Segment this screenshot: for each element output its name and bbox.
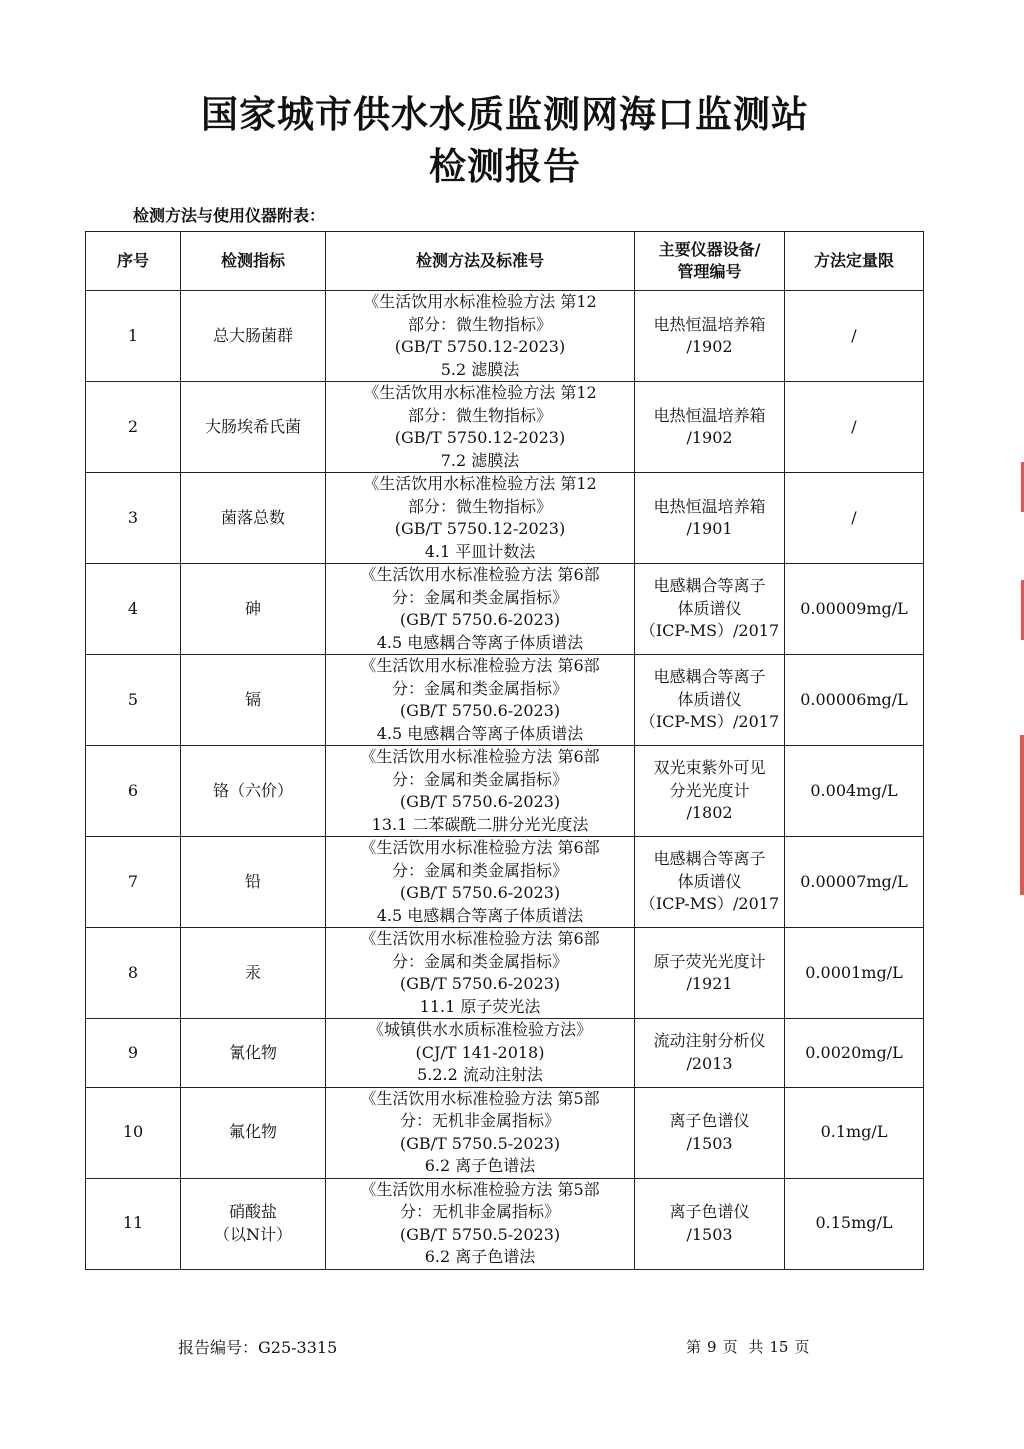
table-row (86, 746, 924, 837)
report-number: 报告编号：G25-3315 (178, 1338, 338, 1357)
equipment-line: 体质谱仪 (677, 871, 742, 891)
cell-serial-number: 8 (86, 928, 181, 1019)
header-quantitation-limit: 方法定量限 (785, 232, 924, 291)
seal-fragment (999, 462, 1024, 512)
table-caption: 检测方法与使用仪器附表： (133, 206, 326, 225)
method-line: 分：金属和类金属指标》 (391, 860, 568, 880)
method-line: 5.2.2 流动注射法 (417, 1065, 543, 1084)
test-item-line: 氟化物 (228, 1122, 277, 1142)
method-line: 《生活饮用水标准检验方法 第6部 (360, 565, 600, 584)
header-test-item: 检测指标 (181, 232, 326, 291)
header-test-method: 检测方法及标准号 (326, 232, 635, 291)
report-title-line2: 检测报告 (429, 145, 581, 188)
cell-test-method (326, 746, 635, 837)
equipment-line: （ICP-MS）/2017 (639, 621, 780, 641)
equipment-line: 双光束紫外可见 (653, 758, 766, 778)
test-item-line: 镉 (244, 689, 261, 709)
method-line: 5.2 滤膜法 (440, 359, 520, 379)
cell-quantitation-limit: 0.15mg/L (785, 1178, 924, 1269)
equipment-line: 流动注射分析仪 (653, 1031, 766, 1051)
cell-equipment (635, 655, 785, 746)
method-line: 《生活饮用水标准检验方法 第6部 (360, 929, 600, 948)
table-row (86, 1019, 924, 1088)
method-line: 分：金属和类金属指标》 (391, 769, 568, 789)
cell-test-item (181, 655, 326, 746)
page-label: 第 (686, 1338, 702, 1356)
cell-test-method (326, 1178, 635, 1269)
cell-equipment (635, 928, 785, 1019)
total-pages: 15 (769, 1338, 789, 1356)
header-equipment-line: 主要仪器设备/ (658, 239, 761, 259)
method-line: 分：无机非金属指标》 (399, 1202, 560, 1221)
method-line: 《生活饮用水标准检验方法 第6部 (360, 838, 600, 857)
equipment-line: 电感耦合等离子 (653, 667, 766, 687)
cell-serial-number: 9 (86, 1019, 181, 1088)
equipment-line: （ICP-MS）/2017 (639, 894, 780, 914)
method-line: 6.2 离子色谱法 (424, 1247, 536, 1266)
table-row (86, 564, 924, 655)
table-header-row (86, 232, 924, 291)
equipment-line: /1902 (686, 428, 733, 447)
method-line: 4.5 电感耦合等离子体质谱法 (376, 905, 584, 925)
cell-test-method (326, 1019, 635, 1088)
method-line: 《生活饮用水标准检验方法 第12 (363, 292, 597, 311)
equipment-line: /1902 (686, 337, 733, 356)
cell-test-item (181, 1087, 326, 1178)
equipment-line: （ICP-MS）/2017 (639, 712, 780, 732)
cell-test-item (181, 1019, 326, 1088)
table-row (86, 1087, 924, 1178)
equipment-line: /1901 (686, 519, 733, 538)
equipment-line: 分光光度计 (669, 780, 750, 800)
method-line: 分：金属和类金属指标》 (391, 678, 568, 698)
test-item-line: （以N计） (213, 1224, 292, 1244)
cell-equipment (635, 382, 785, 473)
method-line: 4.5 电感耦合等离子体质谱法 (376, 723, 584, 743)
test-item-line: 大肠埃希氏菌 (204, 416, 301, 436)
method-line: (GB/T 5750.6-2023) (399, 610, 561, 629)
report-title-line1: 国家城市供水水质监测网海口监测站 (201, 93, 809, 136)
method-line: (GB/T 5750.12-2023) (394, 337, 566, 356)
method-line: 《生活饮用水标准检验方法 第5部 (360, 1179, 600, 1199)
cell-quantitation-limit: 0.1mg/L (785, 1087, 924, 1178)
test-item-line: 铬（六价） (212, 780, 293, 800)
cell-quantitation-limit: 0.0001mg/L (785, 928, 924, 1019)
method-line: (GB/T 5750.12-2023) (394, 519, 566, 538)
cell-test-method (326, 1087, 635, 1178)
test-item-line: 氰化物 (228, 1042, 277, 1062)
method-line: 部分：微生物指标》 (407, 314, 552, 334)
cell-quantitation-limit: / (785, 382, 924, 473)
method-line: 13.1 二苯碳酰二肼分光光度法 (371, 814, 589, 834)
method-line: (CJ/T 141-2018) (415, 1042, 545, 1062)
method-line: (GB/T 5750.5-2023) (399, 1133, 561, 1153)
equipment-line: 离子色谱仪 (669, 1202, 750, 1221)
cell-equipment (635, 1019, 785, 1088)
total-label: 共 (748, 1338, 764, 1356)
equipment-line: 体质谱仪 (677, 598, 742, 618)
equipment-line: 电热恒温培养箱 (653, 314, 766, 334)
equipment-line: 体质谱仪 (677, 689, 742, 709)
cell-serial-number: 7 (86, 837, 181, 928)
method-line: (GB/T 5750.6-2023) (399, 701, 561, 720)
method-line: 《生活饮用水标准检验方法 第12 (363, 474, 597, 493)
method-line: 分：无机非金属指标》 (399, 1111, 560, 1130)
cell-quantitation-limit: / (785, 291, 924, 382)
equipment-line: /1503 (686, 1133, 733, 1153)
equipment-line: /1503 (686, 1224, 733, 1244)
method-line: 11.1 原子荧光法 (419, 996, 541, 1016)
method-line: 《生活饮用水标准检验方法 第12 (363, 383, 597, 402)
method-line: (GB/T 5750.6-2023) (399, 792, 561, 811)
cell-test-method (326, 655, 635, 746)
cell-equipment (635, 1178, 785, 1269)
method-line: 《生活饮用水标准检验方法 第5部 (360, 1088, 600, 1108)
cell-serial-number: 6 (86, 746, 181, 837)
method-line: 《城镇供水水质标准检验方法》 (367, 1020, 592, 1039)
cell-test-item (181, 837, 326, 928)
cell-test-method (326, 928, 635, 1019)
test-item-line: 铅 (244, 871, 261, 891)
method-line: 部分：微生物指标》 (407, 496, 552, 516)
method-line: 《生活饮用水标准检验方法 第6部 (360, 747, 600, 766)
table-body (86, 291, 924, 1270)
test-item-line: 砷 (244, 598, 261, 618)
equipment-line: /1802 (686, 803, 733, 823)
method-line: 7.2 滤膜法 (440, 450, 520, 470)
table-row (86, 382, 924, 473)
equipment-line: 电感耦合等离子 (653, 849, 766, 869)
cell-test-method (326, 291, 635, 382)
test-item-line: 硝酸盐 (228, 1202, 277, 1221)
cell-test-item (181, 473, 326, 564)
equipment-line: 电感耦合等离子 (653, 576, 766, 596)
cell-quantitation-limit: 0.00007mg/L (785, 837, 924, 928)
equipment-line: 电热恒温培养箱 (653, 405, 766, 425)
table-row (86, 291, 924, 382)
cell-test-method (326, 837, 635, 928)
equipment-line: 电热恒温培养箱 (653, 496, 766, 516)
cell-test-item (181, 564, 326, 655)
table-row (86, 655, 924, 746)
cell-serial-number: 5 (86, 655, 181, 746)
test-item-line: 菌落总数 (220, 507, 285, 527)
method-line: 分：金属和类金属指标》 (391, 951, 568, 971)
cell-quantitation-limit: 0.0020mg/L (785, 1019, 924, 1088)
page-number: 9 (707, 1338, 717, 1356)
cell-equipment (635, 746, 785, 837)
cell-quantitation-limit: / (785, 473, 924, 564)
cell-quantitation-limit: 0.004mg/L (785, 746, 924, 837)
method-line: (GB/T 5750.12-2023) (394, 428, 566, 447)
method-line: (GB/T 5750.6-2023) (399, 974, 561, 993)
method-line: (GB/T 5750.6-2023) (399, 883, 561, 902)
cell-test-item (181, 382, 326, 473)
test-item-line: 总大肠菌群 (212, 325, 293, 345)
cell-serial-number: 2 (86, 382, 181, 473)
method-line: 《生活饮用水标准检验方法 第6部 (360, 656, 600, 675)
seal-fragment (999, 580, 1024, 640)
method-line: 6.2 离子色谱法 (424, 1156, 536, 1175)
cell-test-method (326, 382, 635, 473)
equipment-line: /1921 (686, 974, 733, 993)
cell-equipment (635, 564, 785, 655)
page-unit: 页 (722, 1338, 738, 1356)
table-row (86, 928, 924, 1019)
cell-serial-number: 3 (86, 473, 181, 564)
equipment-line: 原子荧光光度计 (653, 951, 766, 971)
seal-fragment (998, 735, 1024, 895)
cell-quantitation-limit: 0.00006mg/L (785, 655, 924, 746)
cell-serial-number: 4 (86, 564, 181, 655)
total-unit: 页 (794, 1338, 810, 1356)
cell-test-item (181, 746, 326, 837)
header-equipment (635, 232, 785, 291)
table-row (86, 1178, 924, 1269)
cell-test-item (181, 291, 326, 382)
equipment-line: /2013 (686, 1053, 733, 1073)
cell-equipment (635, 1087, 785, 1178)
cell-test-item (181, 928, 326, 1019)
test-item-line: 汞 (244, 962, 261, 982)
method-line: 4.5 电感耦合等离子体质谱法 (376, 632, 584, 652)
table-row (86, 473, 924, 564)
equipment-line: 离子色谱仪 (669, 1111, 750, 1130)
cell-serial-number: 1 (86, 291, 181, 382)
table-row (86, 837, 924, 928)
method-line: 4.1 平皿计数法 (424, 541, 536, 561)
cell-quantitation-limit: 0.00009mg/L (785, 564, 924, 655)
cell-serial-number: 11 (86, 1178, 181, 1269)
cell-test-item (181, 1178, 326, 1269)
header-equipment-line: 管理编号 (677, 262, 742, 281)
cell-test-method (326, 473, 635, 564)
methods-table (85, 231, 924, 1270)
cell-equipment (635, 473, 785, 564)
method-line: 分：金属和类金属指标》 (391, 587, 568, 607)
method-line: 部分：微生物指标》 (407, 405, 552, 425)
cell-equipment (635, 291, 785, 382)
header-serial-number: 序号 (86, 232, 181, 291)
page-indicator (686, 1336, 815, 1357)
cell-test-method (326, 564, 635, 655)
cell-equipment (635, 837, 785, 928)
cell-serial-number: 10 (86, 1087, 181, 1178)
method-line: (GB/T 5750.5-2023) (399, 1224, 561, 1244)
